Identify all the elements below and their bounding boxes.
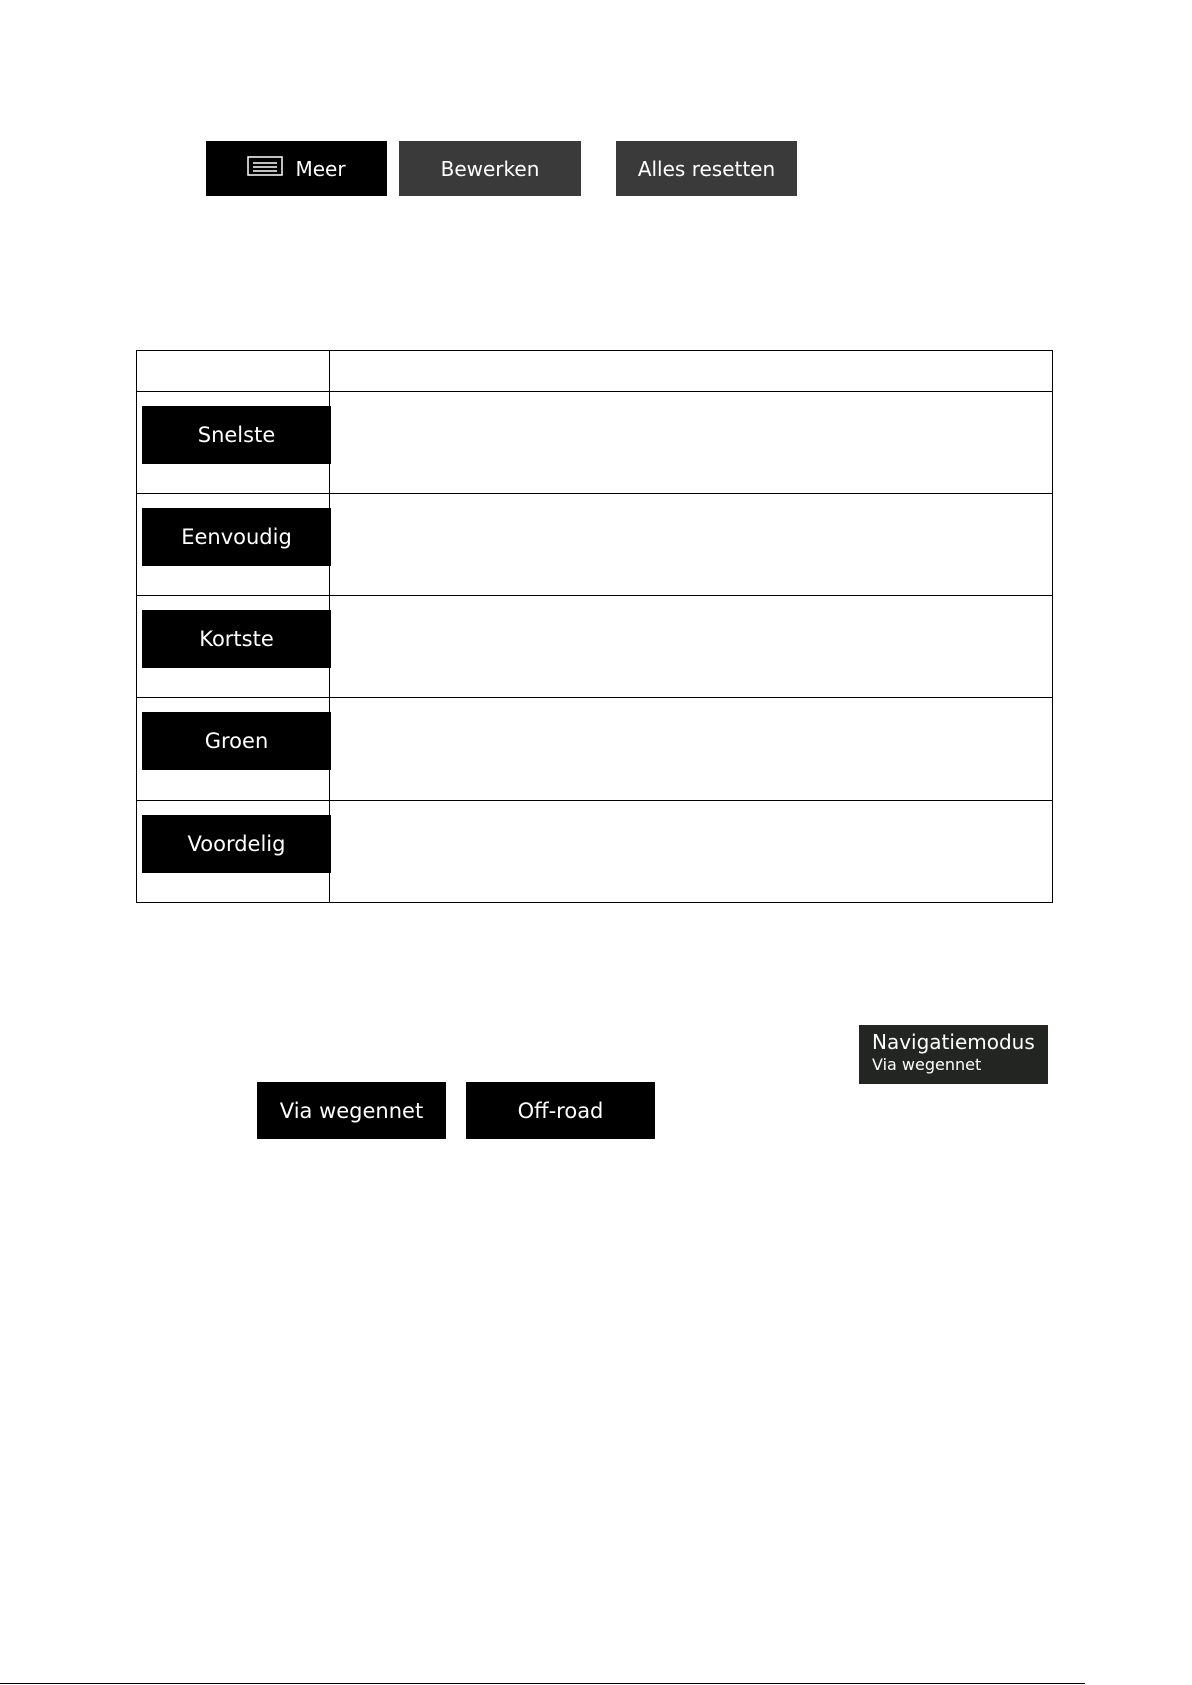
table-cell <box>137 698 330 800</box>
table-cell-description <box>330 596 1053 698</box>
table-cell-description <box>330 800 1053 902</box>
table-row <box>137 391 1053 493</box>
table-cell-description <box>330 493 1053 595</box>
table-cell <box>137 596 330 698</box>
table-row <box>137 800 1053 902</box>
table-row <box>137 596 1053 698</box>
route-easy-button[interactable]: Eenvoudig <box>142 508 331 566</box>
navigation-mode-value: Via wegennet <box>872 1055 982 1074</box>
route-shortest-button[interactable]: Kortste <box>142 610 331 668</box>
table-cell-description <box>330 698 1053 800</box>
route-green-button[interactable]: Groen <box>142 712 331 770</box>
table-cell <box>137 391 330 493</box>
edit-button[interactable]: Bewerken <box>399 141 581 196</box>
off-road-button[interactable]: Off-road <box>466 1082 655 1139</box>
reset-all-button[interactable]: Alles resetten <box>616 141 797 196</box>
navigation-mode-title: Navigatiemodus <box>872 1030 1035 1054</box>
navigation-mode-button[interactable] <box>859 1025 1048 1084</box>
table-cell-description <box>330 391 1053 493</box>
route-type-table <box>136 350 1053 903</box>
table-row <box>137 698 1053 800</box>
more-button[interactable] <box>206 141 387 196</box>
menu-lines-icon <box>247 156 283 181</box>
table-cell <box>137 800 330 902</box>
table-header-row <box>137 351 1053 392</box>
table-cell <box>137 493 330 595</box>
via-road-network-button[interactable]: Via wegennet <box>257 1082 446 1139</box>
more-button-label: Meer <box>295 156 346 181</box>
table-row <box>137 493 1053 595</box>
route-fastest-button[interactable]: Snelste <box>142 406 331 464</box>
route-economical-button[interactable]: Voordelig <box>142 815 331 873</box>
table-header-cell <box>137 351 330 392</box>
table-header-cell <box>330 351 1053 392</box>
footer-divider <box>0 1683 1085 1684</box>
